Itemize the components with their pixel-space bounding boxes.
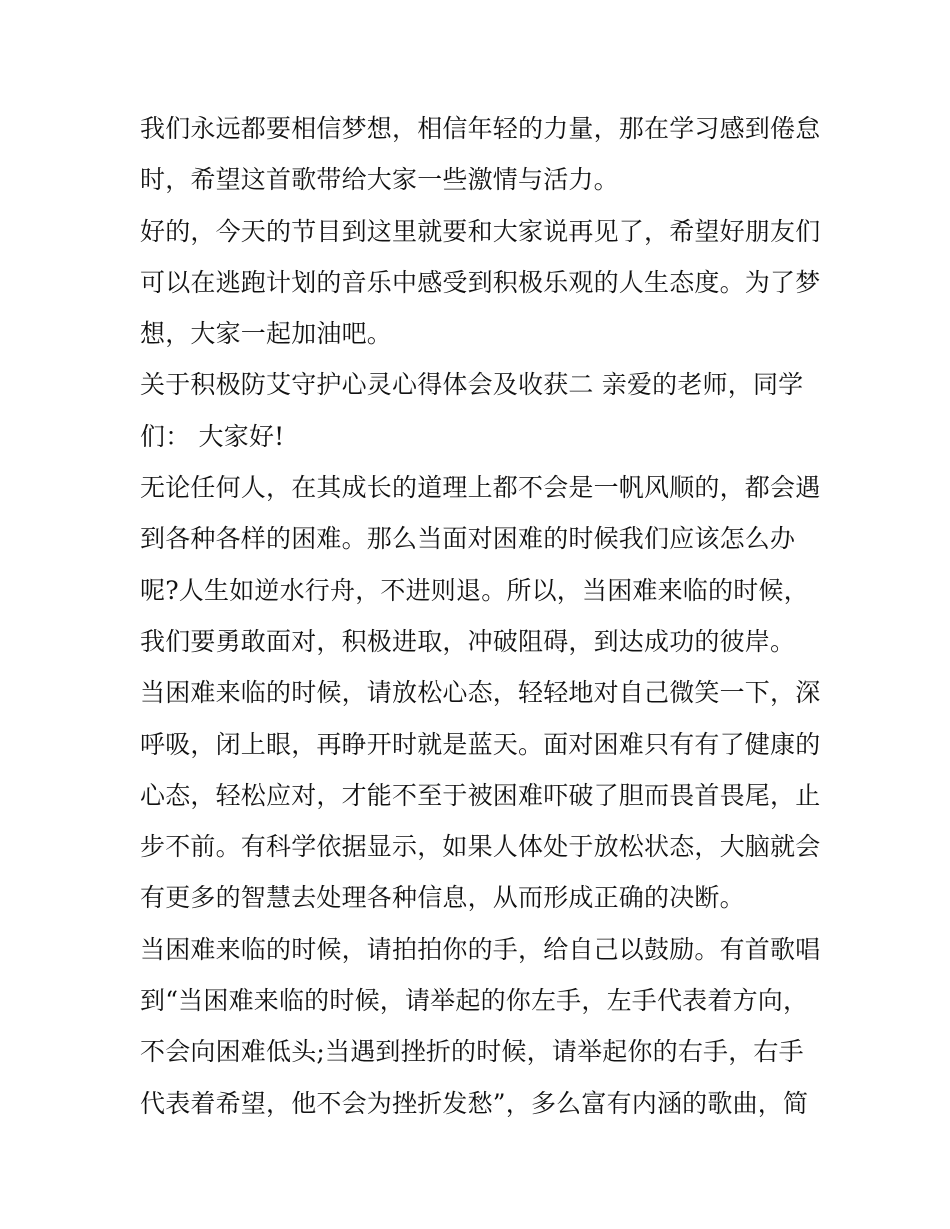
text-line: 到各种各样的困难。那么当面对困难的时候我们应该怎么办 [140, 524, 796, 554]
document-body [140, 107, 820, 1133]
text-line: 到“当困难来临的时候，请举起的你左手，左手代表着方向， [140, 986, 809, 1016]
text-line: 呢?人生如逆水行舟，不进则退。所以，当困难来临的时候， [140, 575, 809, 605]
text-line: 有更多的智慧去处理各种信息，从而形成正确的决断。 [140, 883, 745, 913]
text-line: 关于积极防艾守护心灵心得体会及收获二 亲爱的老师，同学 [140, 370, 804, 400]
text-line: 可以在逃跑计划的音乐中感受到积极乐观的人生态度。为了梦 [140, 267, 821, 297]
text-line: 我们要勇敢面对，积极进取，冲破阻碍，到达成功的彼岸。 [140, 626, 796, 656]
text-line: 想，大家一起加油吧。 [140, 319, 393, 349]
text-line: 时，希望这首歌带给大家一些激情与活力。 [140, 165, 619, 195]
text-line: 呼吸，闭上眼，再睁开时就是蓝天。面对困难只有有了健康的 [140, 729, 821, 759]
text-line: 当困难来临的时候，请拍拍你的手，给自己以鼓励。有首歌唱 [140, 934, 821, 964]
text-line: 步不前。有科学依据显示，如果人体处于放松状态，大脑就会 [140, 832, 821, 862]
text-line: 心态，轻松应对，才能不至于被困难吓破了胆而畏首畏尾，止 [140, 780, 821, 810]
text-line: 无论任何人，在其成长的道理上都不会是一帆风顺的，都会遇 [140, 473, 821, 503]
text-line: 我们永远都要相信梦想，相信年轻的力量，那在学习感到倦怠 [140, 114, 821, 143]
text-line: 当困难来临的时候，请放松心态，轻轻地对自己微笑一下，深 [140, 678, 821, 708]
text-line: 代表着希望，他不会为挫折发愁”，多么富有内涵的歌曲，简 [140, 1088, 809, 1118]
text-line: 好的，今天的节目到这里就要和大家说再见了，希望好朋友们 [140, 216, 821, 246]
text-line: 们： 大家好! [140, 421, 285, 451]
text-line: 不会向困难低头;当遇到挫折的时候，请举起你的右手，右手 [140, 1037, 804, 1067]
